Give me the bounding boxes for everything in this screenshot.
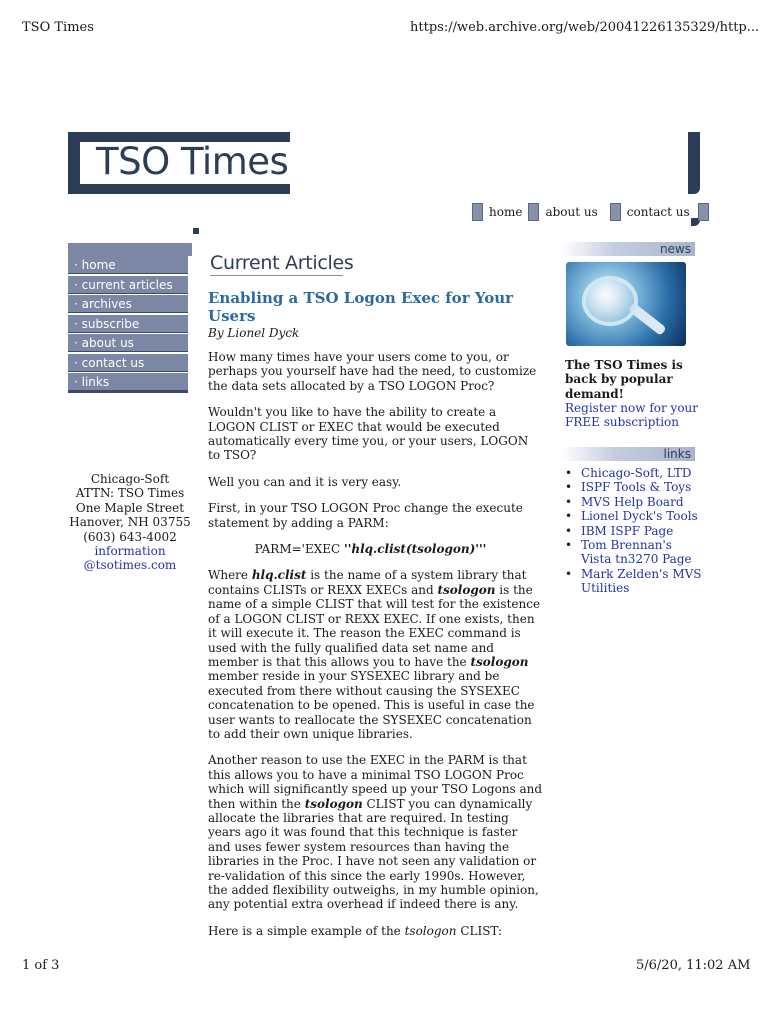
link-vista-tn3270[interactable]: • Tom Brennan's Vista tn3270 Page bbox=[565, 538, 705, 567]
nav-bullet-icon bbox=[610, 203, 621, 221]
code-term: tsologon bbox=[437, 582, 496, 597]
top-nav-contact-us[interactable]: contact us bbox=[626, 205, 690, 219]
section-title: Current Articles bbox=[210, 252, 354, 274]
text-run: CLIST: bbox=[456, 923, 503, 938]
print-header-title: TSO Times bbox=[22, 20, 94, 35]
menu-cap bbox=[68, 243, 192, 256]
magnifier-lens bbox=[582, 276, 638, 326]
menu-item-about-us[interactable]: · about us bbox=[68, 334, 188, 352]
subscribe-link[interactable]: Register now for your FREE subscription bbox=[565, 401, 699, 430]
parm-statement bbox=[198, 542, 543, 556]
address-line: Chicago-Soft bbox=[90, 472, 170, 486]
magnifier-image bbox=[566, 262, 686, 346]
article-body bbox=[208, 350, 543, 950]
text-run: member reside in your SYSEXEC library and be executed from there without causing the SYSEXEC concatenation to be opened. This is useful in case the user wants to reallocate the SYSEXEC concatenation to add their own unique libraries. bbox=[208, 669, 535, 741]
print-footer-page: 1 of 3 bbox=[22, 958, 60, 973]
code-term: hlq.clist bbox=[251, 568, 307, 583]
menu-item-links[interactable]: · links bbox=[68, 373, 188, 391]
parm-prefix: PARM='EXEC bbox=[254, 542, 345, 557]
address-line: ATTN: TSO Times bbox=[75, 486, 185, 501]
link-ispf-tools[interactable]: • ISPF Tools & Toys bbox=[565, 480, 705, 494]
nav-bullet-icon bbox=[698, 203, 709, 221]
text-run: Here is a simple example of the bbox=[208, 923, 405, 938]
link-mvs-utilities[interactable]: • Mark Zelden's MVS Utilities bbox=[565, 567, 705, 596]
email-link-part2[interactable]: @tsotimes.com bbox=[83, 558, 177, 573]
article-title: Enabling a TSO Logon Exec for Your Users bbox=[208, 289, 514, 325]
article-paragraph: Well you can and it is very easy. bbox=[208, 474, 402, 489]
site-logo[interactable]: TSO Times bbox=[96, 140, 289, 183]
menu-item-archives[interactable]: · archives bbox=[68, 295, 188, 313]
menu-item-contact-us[interactable]: · contact us bbox=[68, 354, 188, 372]
parm-value: ''hlq.clist(tsologon)''' bbox=[344, 542, 487, 557]
contact-address bbox=[68, 472, 192, 573]
top-nav bbox=[472, 203, 709, 221]
menu-divider bbox=[68, 391, 188, 393]
nav-bullet-icon bbox=[528, 203, 539, 221]
text-run: is the name of a system library that contains CLISTs or REXX EXECs and bbox=[208, 568, 527, 597]
top-nav-about-us[interactable]: about us bbox=[545, 205, 598, 219]
article-paragraph bbox=[208, 753, 543, 911]
print-footer-datetime: 5/6/20, 11:02 AM bbox=[636, 958, 751, 973]
section-title-rule bbox=[210, 275, 343, 276]
article-paragraph bbox=[208, 568, 543, 741]
code-term: tsologon bbox=[404, 923, 457, 938]
text-run: Where bbox=[208, 568, 252, 583]
links-list bbox=[565, 466, 705, 596]
decorative-corner bbox=[193, 228, 199, 234]
article-paragraph: Wouldn't you like to have the ability to create a LOGON CLIST or EXEC that would be executed automatically every time you, or your users, LOGON to TSO? bbox=[208, 405, 529, 463]
sidebar-menu bbox=[68, 256, 188, 393]
links-heading: links bbox=[561, 447, 695, 461]
text-run: Another reason to use the EXEC in the PARM is that this allows you to have a minimal TSO LOGON Proc which will significantly speed up your TSO Logons and then within the bbox=[208, 753, 543, 811]
email-link-part1[interactable]: information bbox=[94, 544, 166, 559]
article-paragraph bbox=[208, 924, 543, 938]
decorative-bar bbox=[688, 132, 700, 194]
nav-bullet-icon bbox=[472, 203, 483, 221]
article-byline: By Lionel Dyck bbox=[208, 326, 300, 340]
top-nav-home[interactable]: home bbox=[489, 205, 523, 219]
menu-item-subscribe[interactable]: · subscribe bbox=[68, 315, 188, 333]
link-chicago-soft[interactable]: • Chicago-Soft, LTD bbox=[565, 466, 705, 480]
address-line: Hanover, NH 03755 bbox=[69, 515, 191, 530]
code-term: tsologon bbox=[304, 796, 363, 811]
text-run: CLIST you can dynamically allocate the libraries that are required. In testing years ago it was found that this technique is faster and uses fewer system resources than having the libraries in the Proc. I have not seen any validation or re-validation of this since the early 1990s. However, the added flexibility outweighs, in my humble opinion, any potential extra overhead if indeed there is any. bbox=[208, 796, 539, 912]
article-paragraph: First, in your TSO LOGON Proc change the execute statement by adding a PARM: bbox=[208, 501, 523, 530]
code-term: tsologon bbox=[470, 654, 529, 669]
news-heading: news bbox=[561, 242, 695, 256]
menu-item-current-articles[interactable]: · current articles bbox=[68, 276, 188, 294]
link-ibm-ispf[interactable]: • IBM ISPF Page bbox=[565, 524, 705, 538]
print-header-url: https://web.archive.org/web/20041226135329/http... bbox=[410, 20, 760, 35]
address-phone: (603) 643-4002 bbox=[83, 529, 177, 544]
menu-item-home[interactable]: · home bbox=[68, 256, 188, 274]
text-run: is the name of a simple CLIST that will test for the existence of a LOGON CLIST or REXX EXEC. If one exists, then it will execute it. The reason the EXEC command is used with the fully qualified data set name and member is that this allows you to have the bbox=[208, 582, 541, 669]
address-line: One Maple Street bbox=[75, 500, 185, 515]
news-headline: The TSO Times is back by popular demand! bbox=[565, 358, 683, 401]
article-paragraph: How many times have your users come to you, or perhaps you yourself have had the need, to customize the data sets allocated by a TSO LOGON Proc? bbox=[208, 350, 537, 393]
link-lionel-dyck-tools[interactable]: • Lionel Dyck's Tools bbox=[565, 509, 705, 523]
link-mvs-help-board[interactable]: • MVS Help Board bbox=[565, 495, 705, 509]
